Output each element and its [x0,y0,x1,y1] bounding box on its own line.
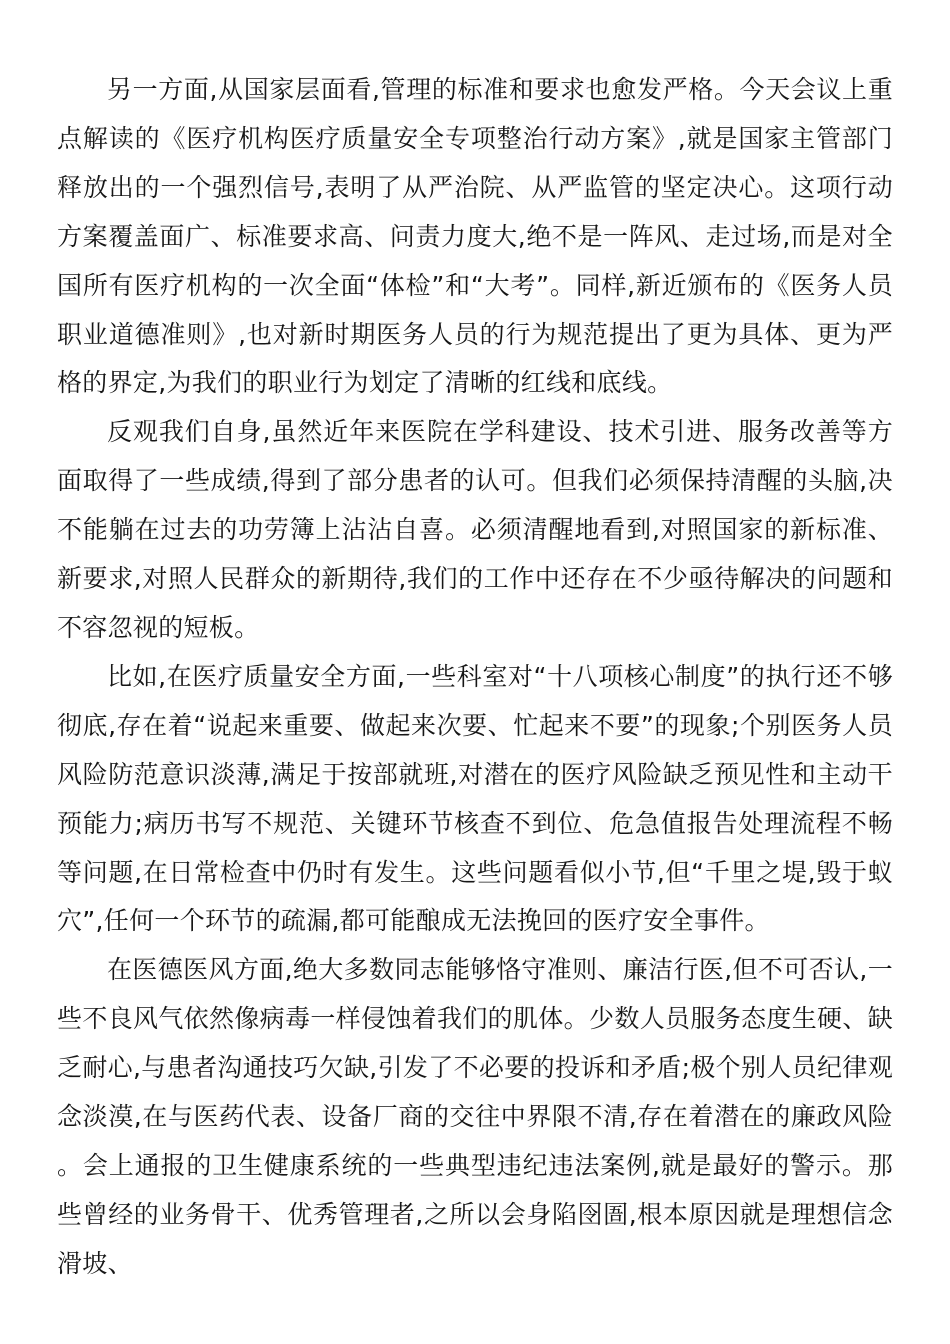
paragraph-self-reflection: 反观我们自身,虽然近年来医院在学科建设、技术引进、服务改善等方面取得了一些成绩,得到了部分患者的认可。但我们必须保持清醒的头脑,决不能躺在过去的功劳簿上沾沾自喜。必须清醒地看到,对照国家的新标准、新要求,对照人民群众的新期待,我们的工作中还存在不少亟待解决的问题和不容忽视的短板。 [57,417,893,642]
paragraph-medical-quality-safety: 比如,在医疗质量安全方面,一些科室对“十八项核心制度”的执行还不够彻底,存在着“说起来重要、做起来次要、忙起来不要”的现象;个别医务人员风险防范意识淡薄,满足于按部就班,对潜在的医疗风险缺乏预见性和主动干预能力;病历书写不规范、关键环节核查不到位、危急值报告处理流程不畅等问题,在日常检查中仍时有发生。这些问题看似小节,但“千里之堤,毁于蚁穴”,任何一个环节的疏漏,都可能酿成无法挽回的医疗安全事件。 [57,661,893,936]
document-page [57,66,893,1336]
paragraph-national-standards: 另一方面,从国家层面看,管理的标准和要求也愈发严格。今天会议上重点解读的《医疗机构医疗质量安全专项整治行动方案》,就是国家主管部门释放出的一个强烈信号,表明了从严治院、从严监管的坚定决心。这项行动方案覆盖面广、标准要求高、问责力度大,绝不是一阵风、走过场,而是对全国所有医疗机构的一次全面“体检”和“大考”。同样,新近颁布的《医务人员职业道德准则》,也对新时期医务人员的行为规范提出了更为具体、更为严格的界定,为我们的职业行为划定了清晰的红线和底线。 [57,75,893,398]
paragraph-medical-ethics: 在医德医风方面,绝大多数同志能够恪守准则、廉洁行医,但不可否认,一些不良风气依然像病毒一样侵蚀着我们的肌体。少数人员服务态度生硬、缺乏耐心,与患者沟通技巧欠缺,引发了不必要的投诉和矛盾;极个别人员纪律观念淡漠,在与医药代表、设备厂商的交往中界限不清,存在着潜在的廉政风险。会上通报的卫生健康系统的一些典型违纪违法案例,就是最好的警示。那些曾经的业务骨干、优秀管理者,之所以会身陷囹圄,根本原因就是理想信念滑坡、 [57,955,893,1278]
